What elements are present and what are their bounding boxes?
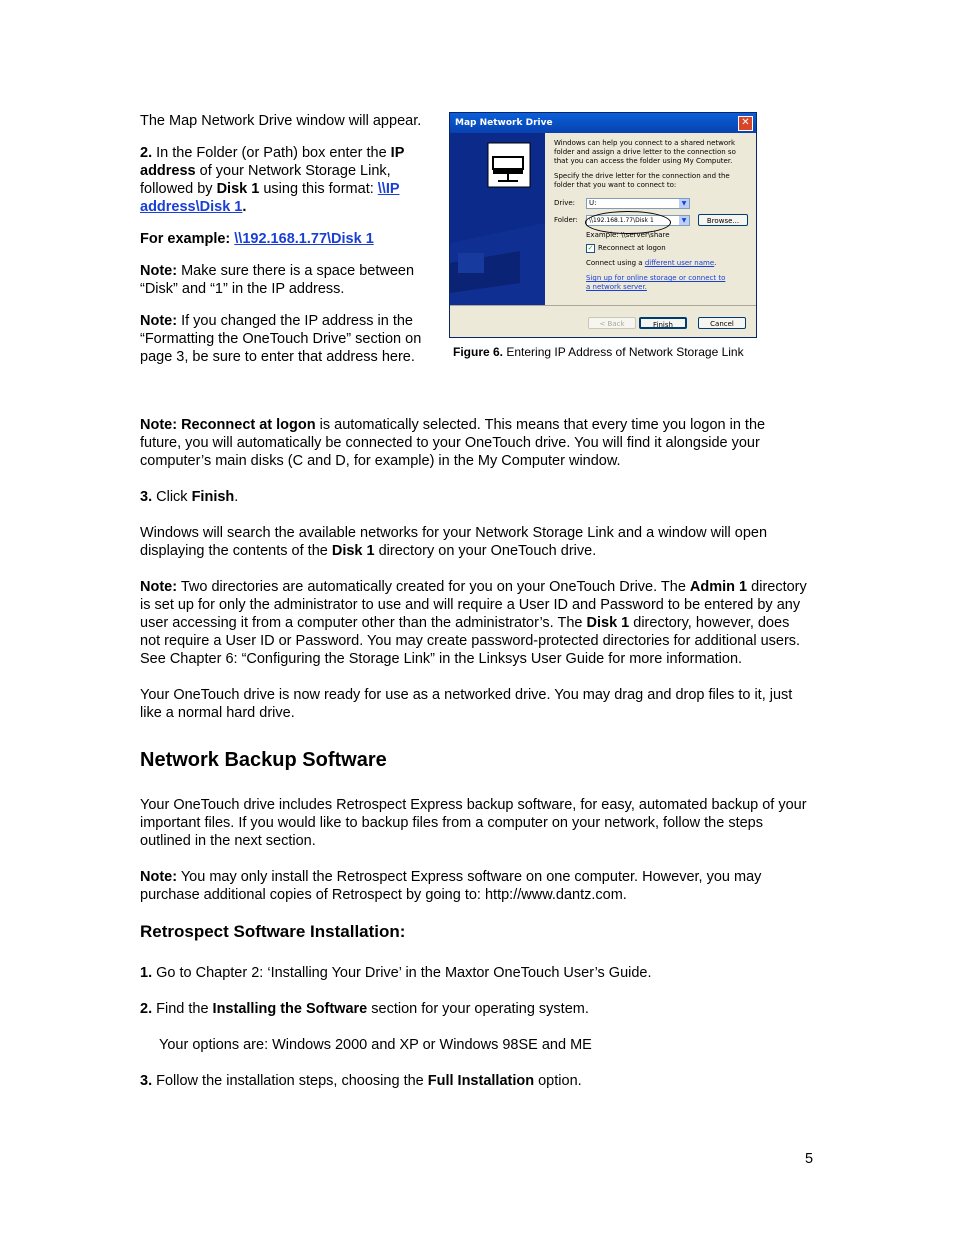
step-3: 3. Click Finish. <box>140 489 239 505</box>
note-space: Note: Make sure there is a space between “Disk” and “1” in the IP address. <box>140 263 415 297</box>
page-number: 5 <box>805 1151 814 1167</box>
map-network-drive-dialog <box>449 112 757 338</box>
different-user-link[interactable]: different user name <box>644 259 715 267</box>
install-step-1: 1. Go to Chapter 2: ‘Installing Your Drive’ in the Maxtor OneTouch User’s Guide. <box>140 965 652 981</box>
left-column <box>140 112 425 380</box>
main-content <box>140 416 808 1108</box>
dialog-footer <box>450 305 756 338</box>
ready-text: Your OneTouch drive is now ready for use as a networked drive. You may drag and drop files to it, just like a normal hard drive. <box>140 687 793 721</box>
folder-value: \\192.168.1.77\Disk 1 <box>589 216 654 224</box>
signup-link[interactable]: Sign up for online storage or connect to a network server. <box>586 274 726 291</box>
dialog-intro: Windows can help you connect to a shared network folder and assign a drive letter to the connection so that you can access the folder using My Computer. <box>554 139 736 165</box>
folder-input[interactable] <box>586 215 690 226</box>
finish-button[interactable]: Finish <box>639 317 687 329</box>
backup-text: Your OneTouch drive includes Retrospect Express backup software, for easy, automated backup of your important files. If you would like to backup files from a computer on your network, follow the steps outlined in the next section. <box>140 797 807 849</box>
note-directories: Note: Two directories are automatically created for you on your OneTouch Drive. The Admin 1 directory is set up for only the administrator to use and will require a User ID and Password to be entered by any user accessing it from a computer other than the administrator’s. The Disk 1 directory, however, does not require a User ID or Password. You may create password-protected directories for additional users. See Chapter 6: “Configuring the Storage Link” in the Linksys User Guide for more information. <box>140 579 807 667</box>
note-ip-change: Note: If you changed the IP address in the “Formatting the OneTouch Drive” section on page 3, be sure to enter that address here. <box>140 313 422 365</box>
close-icon[interactable]: ✕ <box>738 116 753 131</box>
dialog-title: Map Network Drive <box>455 118 553 128</box>
install-options: Your options are: Windows 2000 and XP or Windows 98SE and ME <box>159 1037 592 1053</box>
note-reconnect: Note: Reconnect at logon is automatically selected. This means that every time you logon in the future, you will automatically be connected to your OneTouch drive. You will find it alongside your computer’s main disks (C and D, for example) in the My Computer window. <box>140 417 766 469</box>
folder-example: Example: \\server\share <box>586 231 670 239</box>
browse-button[interactable]: Browse... <box>698 214 748 226</box>
cancel-button[interactable]: Cancel <box>698 317 746 329</box>
install-step-2: 2. Find the Installing the Software section for your operating system. <box>140 1001 589 1017</box>
section-heading-install: Retrospect Software Installation: <box>140 922 406 941</box>
reconnect-label: Reconnect at logon <box>598 244 666 252</box>
back-button[interactable]: < Back <box>588 317 636 329</box>
step-2: 2. In the Folder (or Path) box enter the IP address of your Network Storage Link, followed by Disk 1 using this format: \\IP address\Disk 1. <box>140 145 405 215</box>
dialog-title-bar <box>450 113 756 133</box>
dialog-body <box>554 139 752 298</box>
drive-row <box>554 198 752 209</box>
search-text: Windows will search the available networks for your Network Storage Link and a window will open displaying the contents of the Disk 1 directory on your OneTouch drive. <box>140 525 768 559</box>
example-link[interactable]: \\192.168.1.77\Disk 1 <box>234 231 374 247</box>
folder-label: Folder: <box>554 215 578 224</box>
format-link[interactable]: \\IP address\Disk 1 <box>140 181 400 215</box>
reconnect-checkbox[interactable]: ✓ <box>587 244 594 252</box>
intro-text: The Map Network Drive window will appear. <box>140 113 422 129</box>
folder-row <box>554 214 752 226</box>
dialog-specify: Specify the drive letter for the connection and the folder that you want to connect to: <box>554 172 730 189</box>
section-heading-backup: Network Backup Software <box>140 749 387 771</box>
figure-caption: Figure 6. Entering IP Address of Network Storage Link <box>453 345 744 359</box>
dialog-side-graphic <box>450 133 545 305</box>
drive-label: Drive: <box>554 199 576 207</box>
install-step-3: 3. Follow the installation steps, choosing the Full Installation option. <box>140 1073 582 1089</box>
drive-select[interactable] <box>586 198 690 209</box>
drive-value: U: <box>589 199 597 207</box>
chevron-down-icon[interactable]: ▼ <box>679 199 689 208</box>
example-text: For example: \\192.168.1.77\Disk 1 <box>140 231 374 247</box>
chevron-down-icon[interactable]: ▼ <box>679 216 689 225</box>
reconnect-row <box>586 244 752 253</box>
connect-text: Connect using a different user name. <box>586 259 717 267</box>
network-drive-icon <box>450 133 545 305</box>
note-install: Note: You may only install the Retrospect Express software on one computer. However, you may purchase additional copies of Retrospect by going to: http://www.dantz.com. <box>140 869 762 903</box>
